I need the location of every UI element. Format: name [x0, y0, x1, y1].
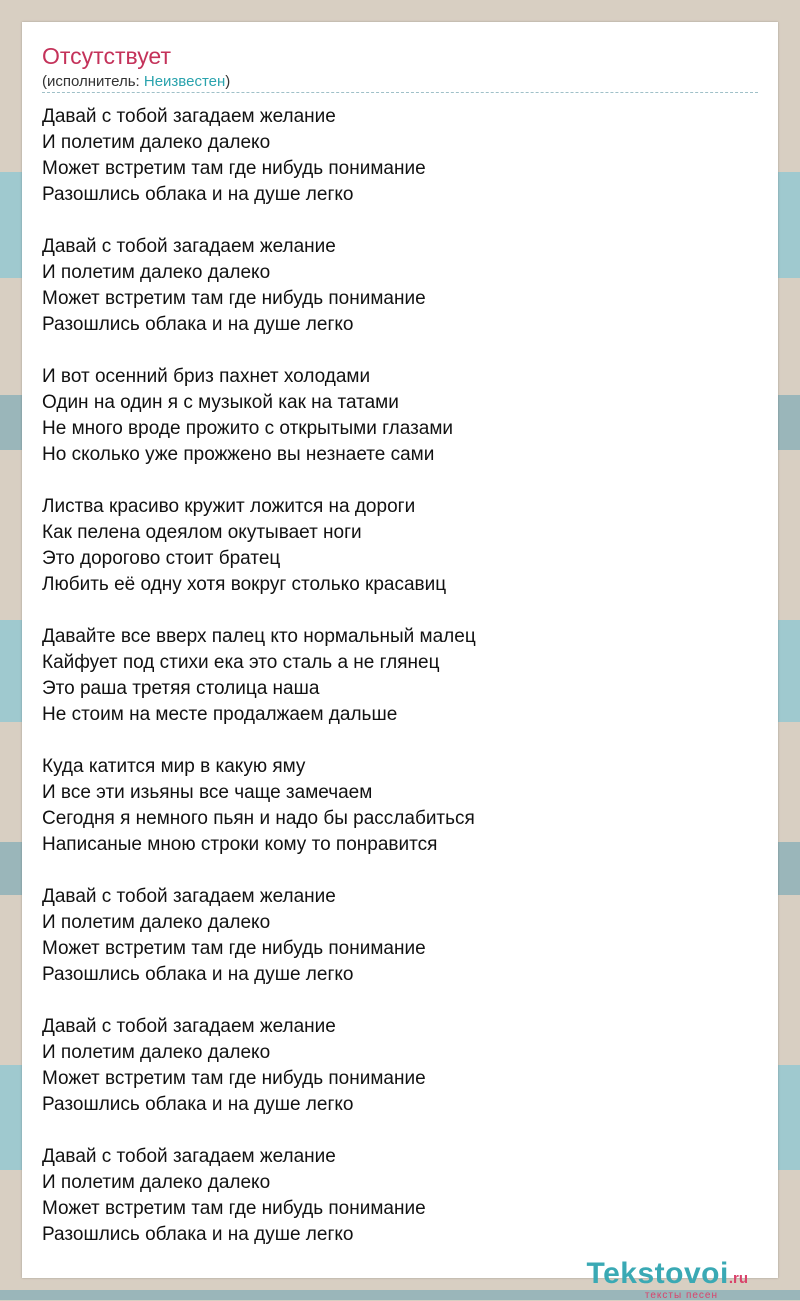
artist-link[interactable]: Неизвестен — [143, 73, 226, 90]
title-divider — [42, 92, 758, 93]
lyrics-stanza — [42, 624, 758, 728]
lyrics-line: Может встретим там где нибудь понимание — [42, 938, 426, 959]
lyrics-stanza — [42, 104, 758, 208]
lyrics-line: Это дорогово стоит братец — [42, 548, 281, 569]
lyrics-card — [22, 22, 778, 1301]
lyrics-line: И полетим далеко далеко — [42, 262, 271, 283]
lyrics-stanza — [42, 1014, 758, 1118]
lyrics-line: Разошлись облака и на душе легко — [42, 184, 354, 205]
lyrics-line: Но сколько уже прожжено вы незнаете сами — [42, 444, 435, 465]
song-title: Отсутствует — [42, 43, 171, 69]
lyrics-line: Разошлись облака и на душе легко — [42, 964, 354, 985]
lyrics-line: И полетим далеко далеко — [42, 912, 271, 933]
lyrics-stanza — [42, 884, 758, 988]
lyrics-line: Разошлись облака и на душе легко — [42, 314, 354, 335]
lyrics-line: Может встретим там где нибудь понимание — [42, 1198, 426, 1219]
artist-suffix: ) — [225, 73, 231, 90]
lyrics-line: Один на один я с музыкой как на татами — [42, 392, 399, 413]
lyrics-line: Может встретим там где нибудь понимание — [42, 1068, 426, 1089]
lyrics-line: И полетим далеко далеко — [42, 1172, 271, 1193]
lyrics-line: Это раша третяя столица наша — [42, 678, 320, 699]
lyrics-line: И полетим далеко далеко — [42, 132, 271, 153]
lyrics-line: Давай с тобой загадаем желание — [42, 236, 336, 257]
lyrics-line: Может встретим там где нибудь понимание — [42, 158, 426, 179]
lyrics-line: Кайфует под стихи ека это сталь а не глянец — [42, 652, 440, 673]
lyrics-line: Может встретим там где нибудь понимание — [42, 288, 426, 309]
lyrics-line: Давай с тобой загадаем желание — [42, 1016, 336, 1037]
lyrics-stanza — [42, 494, 758, 598]
lyrics-line: Давай с тобой загадаем желание — [42, 1146, 336, 1167]
artist-prefix: (исполнитель: — [42, 73, 144, 90]
lyrics-line: Не много вроде прожито с открытыми глазами — [42, 418, 454, 439]
lyrics-line: Давай с тобой загадаем желание — [42, 106, 336, 127]
logo-tld: .ru — [728, 1270, 748, 1287]
lyrics-line: Листва красиво кружит ложится на дороги — [42, 496, 416, 517]
lyrics-stanza — [42, 1144, 758, 1248]
lyrics-stanza — [42, 234, 758, 338]
lyrics-line: Написаные мною строки кому то понравится — [42, 834, 438, 855]
lyrics-line: И все эти изьяны все чаще замечаем — [42, 782, 373, 803]
lyrics-stanza — [42, 364, 758, 468]
logo-tagline: тексты песен — [644, 1290, 718, 1301]
lyrics-line: Сегодня я немного пьян и надо бы расслабиться — [42, 808, 475, 829]
artist-line — [42, 72, 230, 92]
lyrics-line: И вот осенний бриз пахнет холодами — [42, 366, 371, 387]
lyrics-line: Любить её одну хотя вокруг столько красавиц — [42, 574, 447, 595]
site-logo[interactable] — [587, 1258, 748, 1301]
lyrics-text — [42, 104, 758, 1274]
lyrics-line: Давай с тобой загадаем желание — [42, 886, 336, 907]
lyrics-line: Разошлись облака и на душе легко — [42, 1094, 354, 1115]
lyrics-line: Куда катится мир в какую яму — [42, 756, 306, 777]
logo-name: Tekstovoi — [586, 1257, 729, 1290]
lyrics-line: Давайте все вверх палец кто нормальный малец — [42, 626, 476, 647]
lyrics-line: Не стоим на месте продалжаем дальше — [42, 704, 398, 725]
lyrics-line: Разошлись облака и на душе легко — [42, 1224, 354, 1245]
lyrics-line: И полетим далеко далеко — [42, 1042, 271, 1063]
lyrics-stanza — [42, 754, 758, 858]
lyrics-line: Как пелена одеялом окутывает ноги — [42, 522, 362, 543]
